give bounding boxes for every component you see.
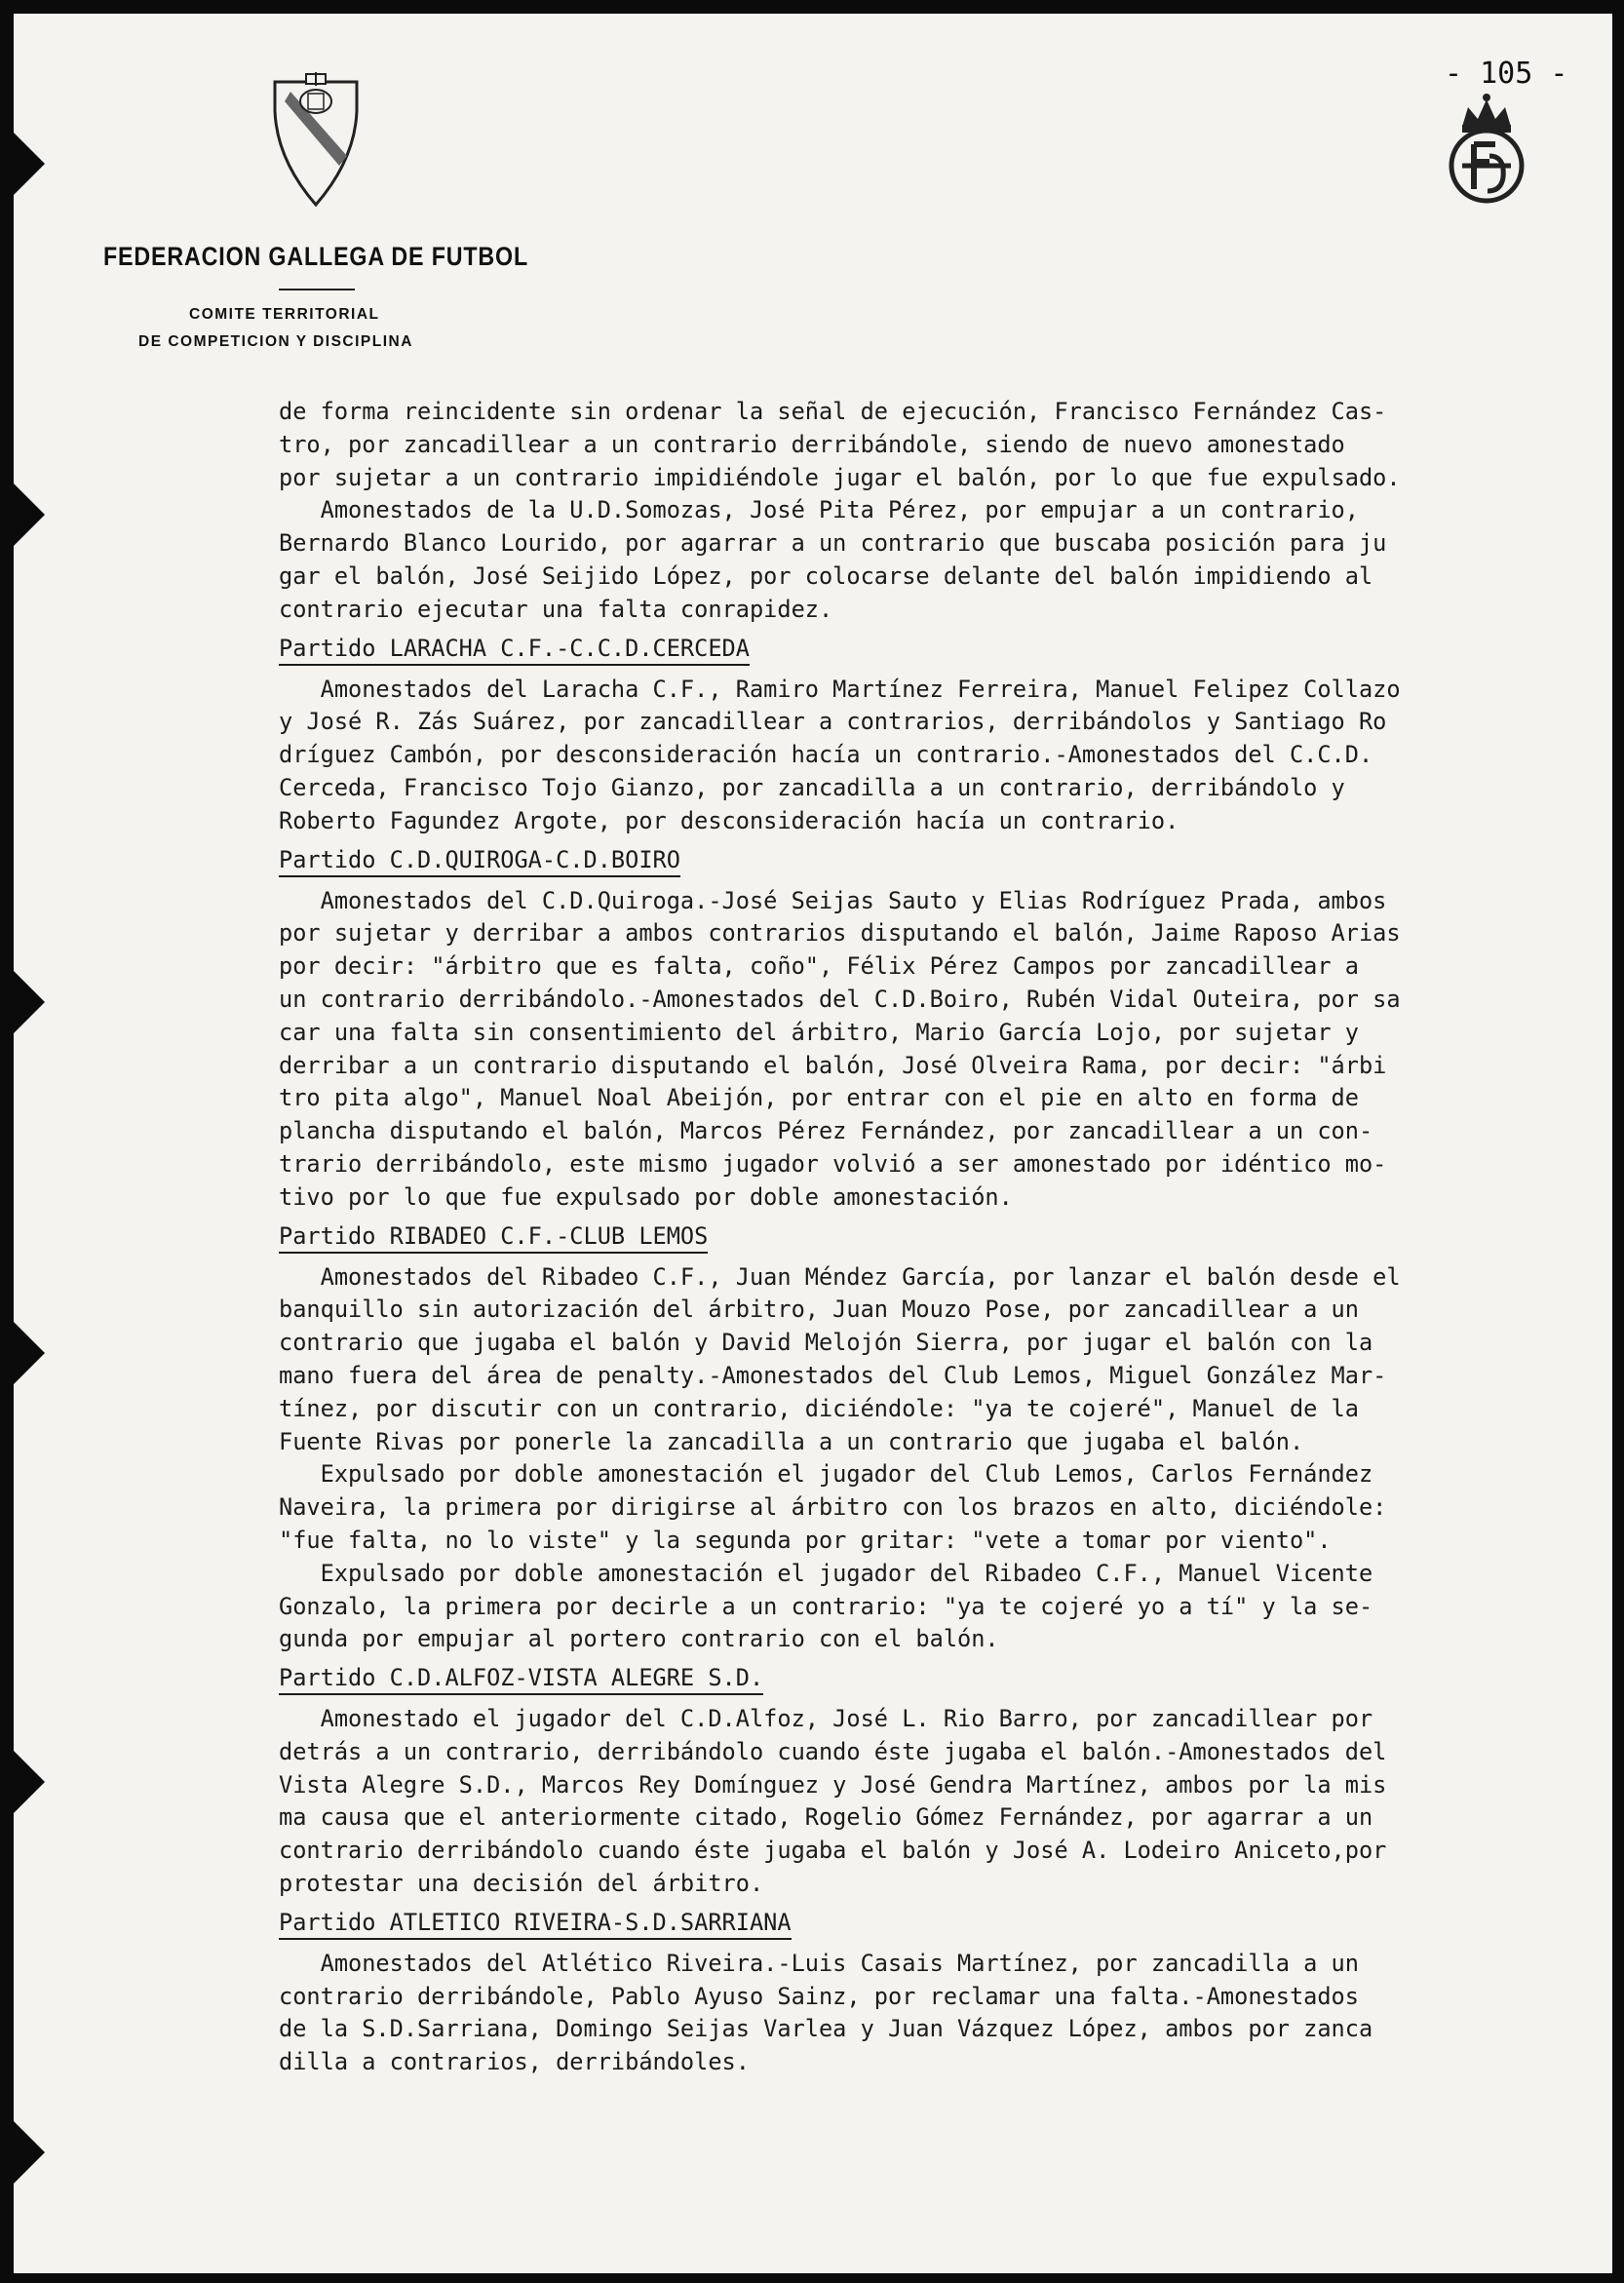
torn-edge [14, 131, 45, 197]
text-line: contrario derribándolo cuando éste jugaba el balón y José A. Lodeiro Aniceto,por [279, 1837, 1387, 1865]
match-heading [279, 1220, 1605, 1256]
text-line: y José R. Zás Suárez, por zancadillear a contrarios, derribándolos y Santiago Ro [279, 708, 1387, 736]
text-line: Cerceda, Francisco Tojo Gianzo, por zancadilla a un contrario, derribándolo y [279, 773, 1345, 801]
text-line: protestar una decisión del árbitro. [279, 1870, 764, 1898]
text-line: Amonestados del Laracha C.F., Ramiro Martínez Ferreira, Manuel Felipez Collazo [279, 675, 1401, 703]
torn-edge [14, 482, 45, 548]
text-line: Fuente Rivas por ponerle la zancadilla a un contrario que jugaba el balón. [279, 1427, 1304, 1455]
match-heading-text: Partido C.D.QUIROGA-C.D.BOIRO [279, 846, 680, 877]
match-heading-text: Partido C.D.ALFOZ-VISTA ALEGRE S.D. [279, 1664, 763, 1695]
text-line: contrario derribándole, Pablo Ayuso Sainz, por reclamar una falta.-Amonestados [279, 1982, 1359, 2010]
text-line: tro pita algo", Manuel Noal Abeijón, por entrar con el pie en alto en forma de [279, 1084, 1359, 1112]
text-line: "fue falta, no lo viste" y la segunda por gritar: "vete a tomar por viento". [279, 1526, 1332, 1554]
torn-edge [14, 1320, 45, 1386]
text-line: derribar a un contrario disputando el balón, José Olveira Rama, por decir: "árbi [279, 1051, 1387, 1079]
text-line: Vista Alegre S.D., Marcos Rey Domínguez y José Gendra Martínez, ambos por la mis [279, 1770, 1387, 1799]
text-line: por decir: "árbitro que es falta, coño", Félix Pérez Campos por zancadillear a [279, 952, 1359, 981]
text-line: Amonestado el jugador del C.D.Alfoz, José L. Rio Barro, por zancadillear por [279, 1705, 1373, 1733]
text-line: Expulsado por doble amonestación el jugador del Ribadeo C.F., Manuel Vicente [279, 1559, 1373, 1587]
text-line: Amonestados del Ribadeo C.F., Juan Méndez García, por lanzar el balón desde el [279, 1262, 1401, 1291]
text-line: tínez, por discutir con un contrario, diciéndole: "ya te cojeré", Manuel de la [279, 1394, 1359, 1422]
text-line: tivo por lo que fue expulsado por doble amonestación. [279, 1182, 1013, 1211]
committee-title: COMITE TERRITORIAL [189, 306, 380, 323]
text-line: gunda por empujar al portero contrario con el balón. [279, 1625, 999, 1653]
text-line: Roberto Fagundez Argote, por desconsideración hacía un contrario. [279, 806, 1179, 834]
document-body [279, 396, 1605, 2079]
text-line: Amonestados de la U.D.Somozas, José Pita Pérez, por empujar a un contrario, [279, 496, 1359, 524]
text-line: plancha disputando el balón, Marcos Pérez Fernández, por zancadillear a un con- [279, 1117, 1373, 1145]
text-line: mano fuera del área de penalty.-Amonestados del Club Lemos, Miguel González Mar- [279, 1361, 1387, 1389]
text-line: un contrario derribándolo.-Amonestados del C.D.Boiro, Rubén Vidal Outeira, por sa [279, 985, 1401, 1013]
torn-edge [14, 1749, 45, 1815]
text-line: Naveira, la primera por dirigirse al árbitro con los brazos en alto, diciéndole: [279, 1493, 1387, 1522]
text-line: contrario ejecutar una falta conrapidez. [279, 595, 833, 623]
text-line: ma causa que el anteriormente citado, Rogelio Gómez Fernández, por agarrar a un [279, 1803, 1373, 1832]
torn-edge [14, 969, 45, 1035]
text-line: contrario que jugaba el balón y David Melojón Sierra, por jugar el balón con la [279, 1329, 1373, 1357]
text-line: Gonzalo, la primera por decirle a un contrario: "ya te cojeré yo a tí" y la se- [279, 1592, 1373, 1620]
text-line: banquillo sin autorización del árbitro, Juan Mouzo Pose, por zancadillear a un [279, 1296, 1359, 1324]
document-page [14, 14, 1612, 2273]
text-line: Amonestados del C.D.Quiroga.-José Seijas Sauto y Elias Rodríguez Prada, ambos [279, 886, 1387, 914]
text-line: de la S.D.Sarriana, Domingo Seijas Varlea y Juan Vázquez López, ambos por zanca [279, 2015, 1373, 2043]
match-heading [279, 633, 1605, 668]
text-line: por sujetar y derribar a ambos contrarios disputando el balón, Jaime Raposo Arias [279, 919, 1401, 948]
text-line: tro, por zancadillear a un contrario derribándole, siendo de nuevo amonestado [279, 430, 1345, 458]
match-heading-text: Partido ATLETICO RIVEIRA-S.D.SARRIANA [279, 1909, 792, 1940]
federation-shield-logo [271, 72, 361, 209]
text-line: dilla a contrarios, derribándoles. [279, 2048, 750, 2076]
page-number: - 105 - [1445, 57, 1568, 91]
text-line: de forma reincidente sin ordenar la señal de ejecución, Francisco Fernández Cas- [279, 398, 1387, 425]
text-line: gar el balón, José Seijido López, por colocarse delante del balón impidiendo al [279, 561, 1373, 590]
match-heading-text: Partido RIBADEO C.F.-CLUB LEMOS [279, 1222, 708, 1254]
text-line: car una falta sin consentimiento del árbitro, Mario García Lojo, por sujetar y [279, 1018, 1359, 1046]
divider [279, 289, 355, 290]
text-line: dríguez Cambón, por desconsideración hacía un contrario.-Amonestados del C.C.D. [279, 741, 1373, 769]
committee-subtitle: DE COMPETICION Y DISCIPLINA [138, 333, 413, 350]
match-heading [279, 1907, 1605, 1942]
match-heading [279, 1662, 1605, 1697]
match-heading-text: Partido LARACHA C.F.-C.C.D.CERCEDA [279, 635, 750, 666]
crowned-crest-logo [1445, 88, 1528, 205]
match-heading [279, 844, 1605, 879]
text-line: Expulsado por doble amonestación el jugador del Club Lemos, Carlos Fernández [279, 1460, 1373, 1489]
text-line: Amonestados del Atlético Riveira.-Luis Casais Martínez, por zancadilla a un [279, 1949, 1359, 1977]
text-line: Bernardo Blanco Lourido, por agarrar a un contrario que buscaba posición para ju [279, 529, 1387, 558]
text-line: detrás a un contrario, derribándolo cuando éste jugaba el balón.-Amonestados del [279, 1737, 1387, 1765]
text-line: por sujetar a un contrario impidiéndole jugar el balón, por lo que fue expulsado. [279, 463, 1401, 491]
federation-name: FEDERACION GALLEGA DE FUTBOL [103, 242, 529, 271]
text-line: trario derribándolo, este mismo jugador volvió a ser amonestado por idéntico mo- [279, 1149, 1387, 1178]
torn-edge [14, 2119, 45, 2186]
